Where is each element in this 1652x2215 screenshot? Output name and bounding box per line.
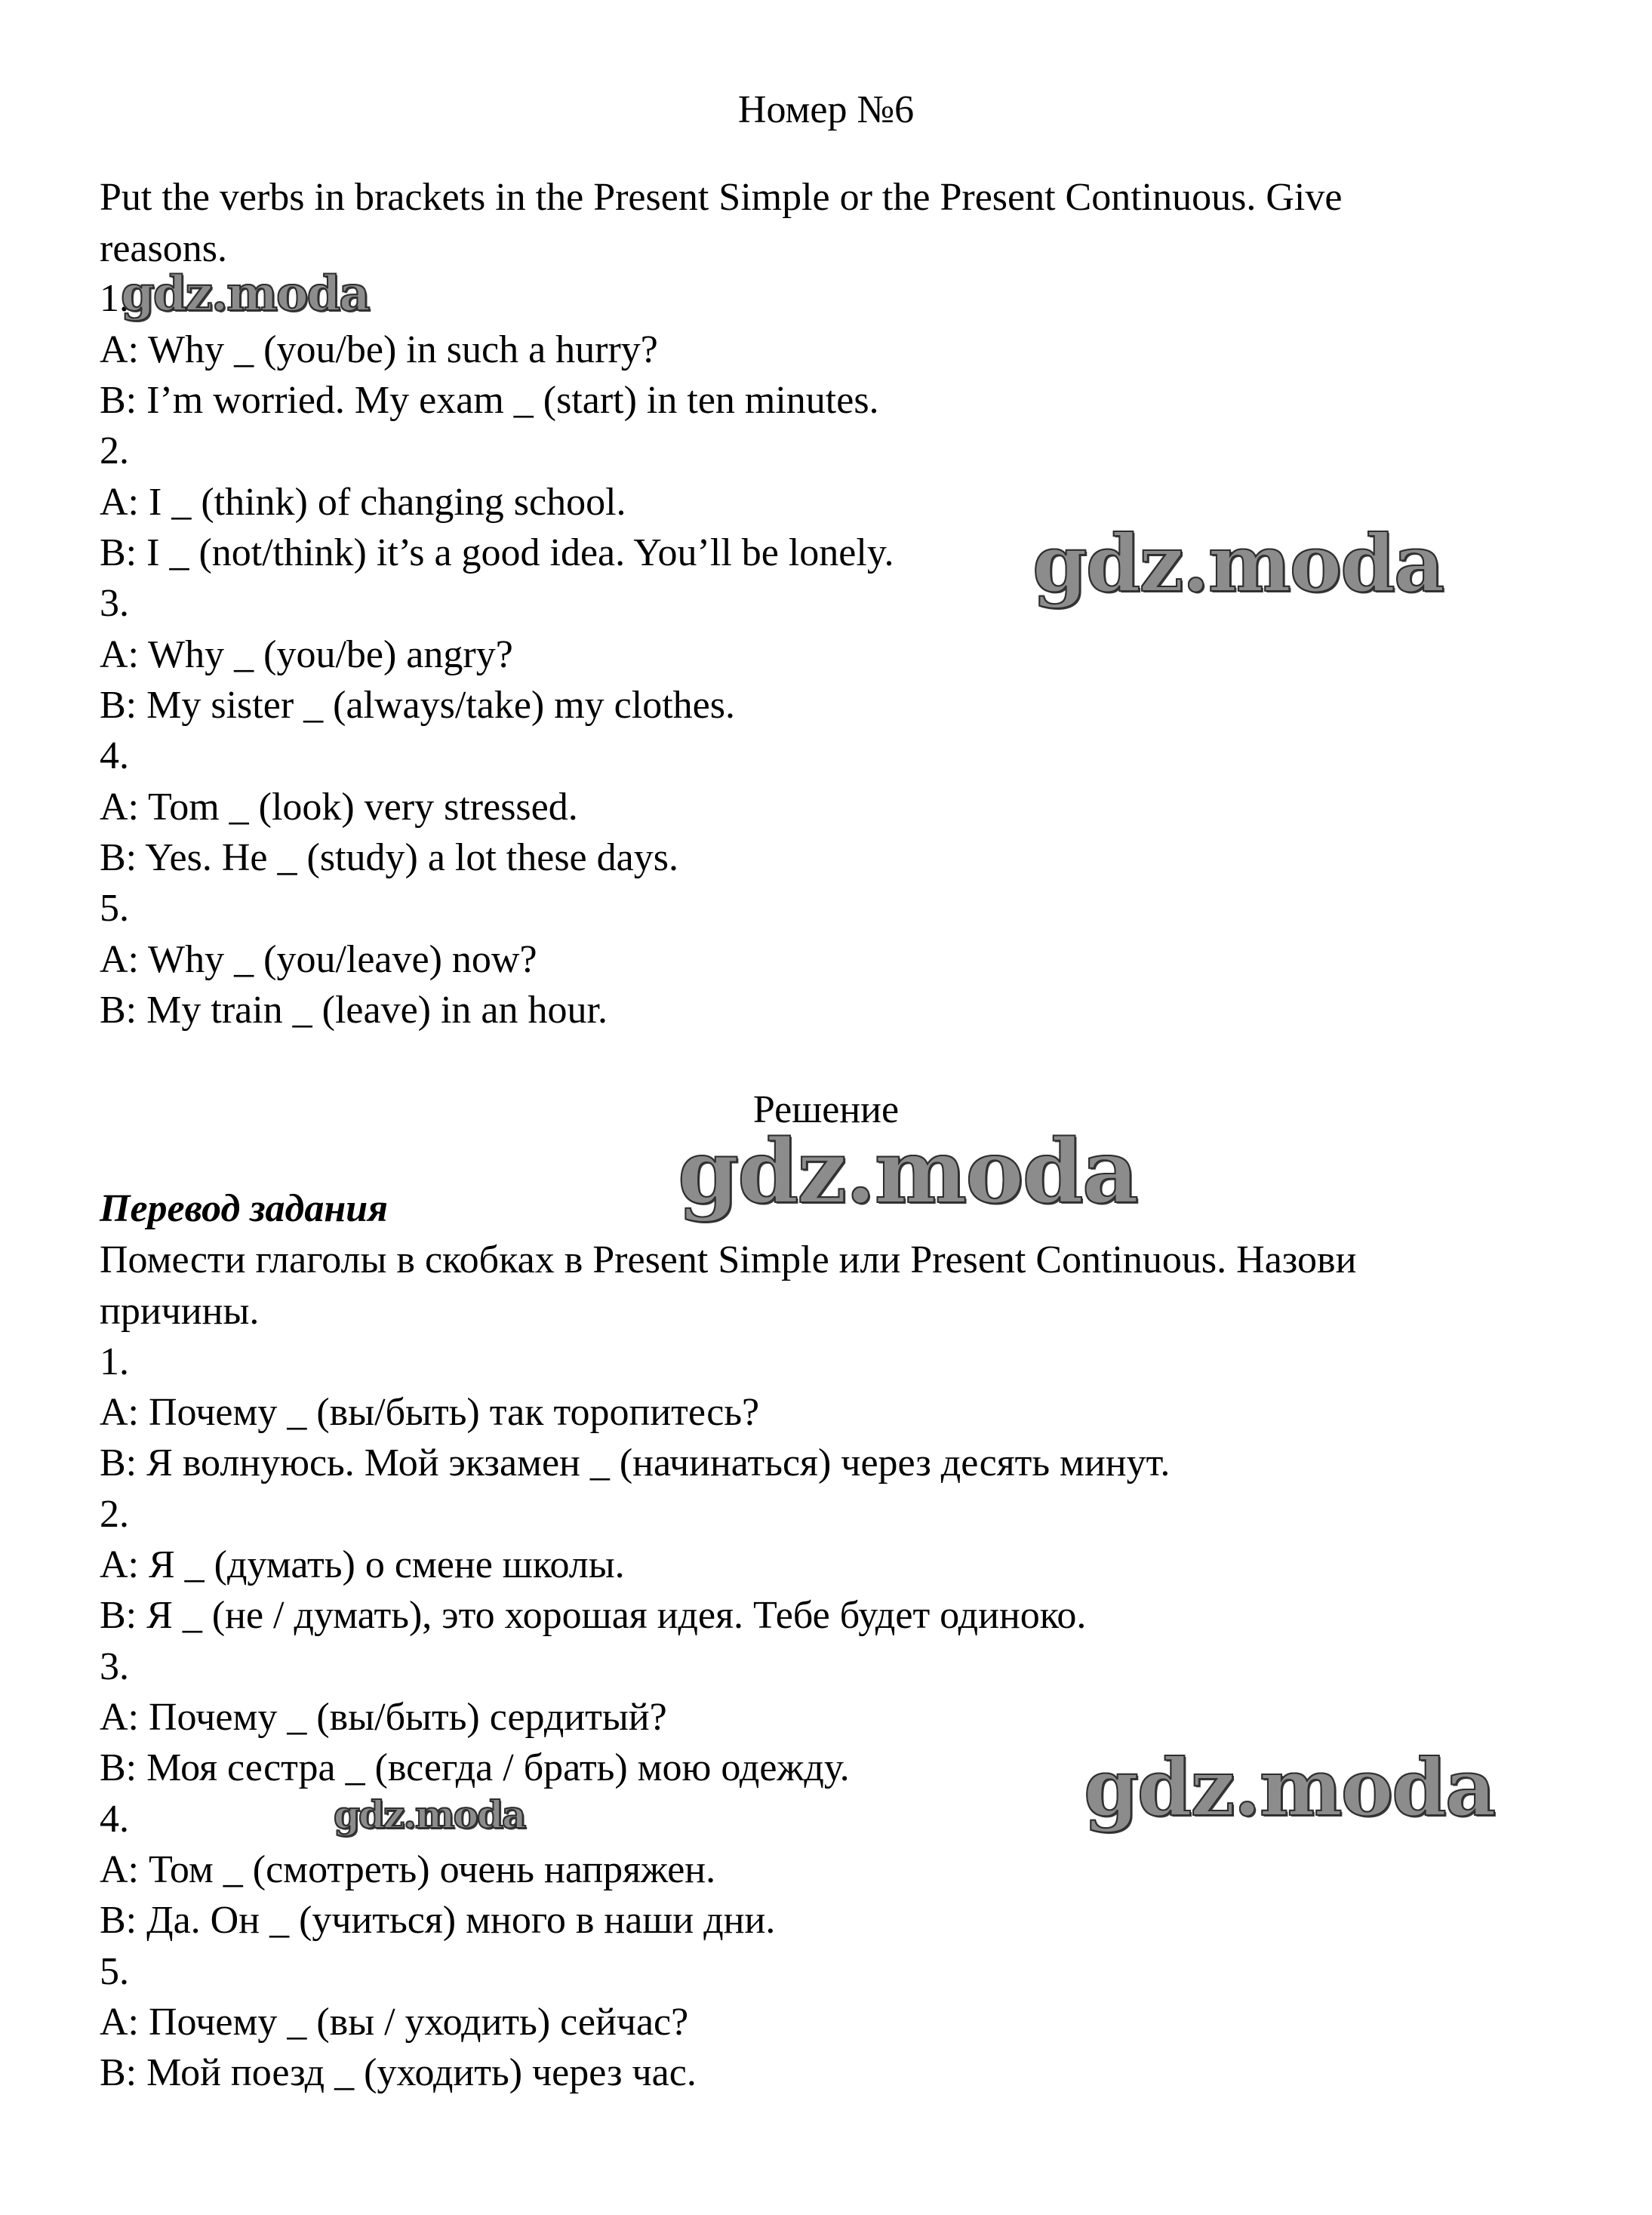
solution-item-1-number: 1.	[100, 1340, 129, 1383]
task-number-title: Номер №6	[737, 88, 915, 131]
task-item-3-line-b: B: My sister _ (always/take) my clothes.	[100, 684, 735, 727]
watermark-logo: gdz.moda	[334, 1792, 525, 1837]
solution-item-1-line-b: B: Я волнуюсь. Мой экзамен _ (начинаться) через десять минут.	[100, 1441, 1171, 1484]
watermark-logo: gdz.moda	[678, 1121, 1137, 1223]
solution-item-2-line-b: B: Я _ (не / думать), это хорошая идея. Тебе будет одиноко.	[100, 1594, 1087, 1637]
task-instruction-line2: reasons.	[100, 227, 227, 270]
task-item-4-number: 4.	[100, 734, 129, 777]
watermark-logo: gdz.moda	[121, 266, 369, 322]
task-item-1-number: 1.	[100, 277, 129, 320]
solution-item-4-line-b: B: Да. Он _ (учиться) много в наши дни.	[100, 1899, 776, 1942]
task-item-2-number: 2.	[100, 429, 129, 472]
task-item-4-line-b: B: Yes. He _ (study) a lot these days.	[100, 836, 678, 879]
solution-title: Решение	[752, 1088, 900, 1131]
task-item-2-line-a: A: I _ (think) of changing school.	[100, 481, 626, 524]
task-instruction-line1: Put the verbs in brackets in the Present Simple or the Present Continuous. Give	[100, 176, 1343, 219]
task-item-3-line-a: A: Why _ (you/be) angry?	[100, 633, 513, 676]
task-item-4-line-a: A: Tom _ (look) very stressed.	[100, 786, 578, 829]
solution-item-5-line-b: B: Мой поезд _ (уходить) через час.	[100, 2051, 697, 2094]
translation-heading: Перевод задания	[100, 1187, 388, 1230]
task-item-2-line-b: B: I _ (not/think) it’s a good idea. You’ll be lonely.	[100, 531, 894, 574]
solution-instruction-line1: Помести глаголы в скобках в Present Simple или Present Continuous. Назови	[100, 1238, 1357, 1281]
solution-item-1-line-a: A: Почему _ (вы/быть) так торопитесь?	[100, 1391, 760, 1434]
solution-item-5-line-a: A: Почему _ (вы / уходить) сейчас?	[100, 2001, 689, 2044]
solution-item-3-line-a: A: Почему _ (вы/быть) сердитый?	[100, 1696, 667, 1739]
watermark-logo: gdz.moda	[1084, 1741, 1495, 1834]
solution-item-4-line-a: A: Том _ (смотреть) очень напряжен.	[100, 1848, 716, 1891]
solution-item-2-number: 2.	[100, 1493, 129, 1536]
solution-item-5-number: 5.	[100, 1950, 129, 1993]
solution-item-4-number: 4.	[100, 1798, 129, 1841]
task-item-3-number: 3.	[100, 582, 129, 625]
solution-item-3-number: 3.	[100, 1645, 129, 1688]
solution-item-2-line-a: A: Я _ (думать) о смене школы.	[100, 1543, 625, 1586]
solution-instruction-line2: причины.	[100, 1290, 260, 1333]
solution-item-3-line-b: B: Моя сестра _ (всегда / брать) мою одежду.	[100, 1746, 850, 1789]
task-item-1-line-b: B: I’m worried. My exam _ (start) in ten minutes.	[100, 379, 879, 422]
task-item-5-line-b: B: My train _ (leave) in an hour.	[100, 989, 608, 1032]
task-item-5-line-a: A: Why _ (you/leave) now?	[100, 938, 537, 981]
task-item-5-number: 5.	[100, 887, 129, 930]
watermark-logo: gdz.moda	[1032, 517, 1444, 610]
task-item-1-line-a: A: Why _ (you/be) in such a hurry?	[100, 328, 658, 371]
